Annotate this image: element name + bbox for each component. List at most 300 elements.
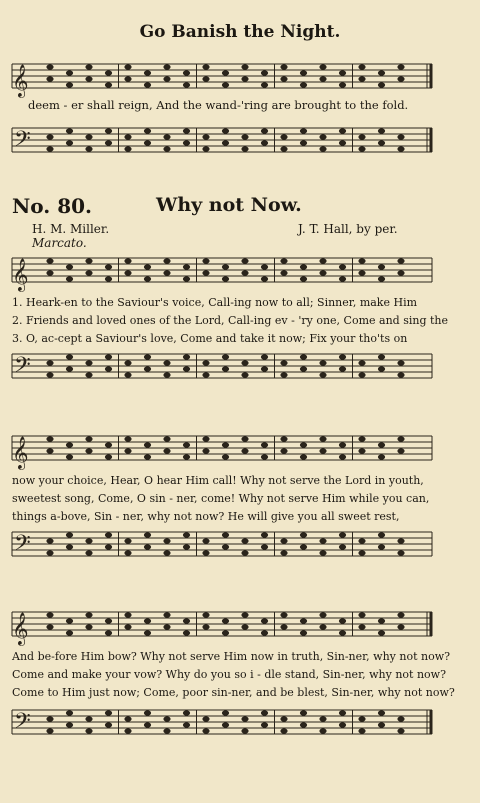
note-head — [261, 710, 268, 715]
note-head — [378, 82, 385, 87]
note-head — [319, 360, 326, 365]
note-head — [280, 64, 287, 69]
note-head — [319, 624, 326, 629]
note-head — [202, 612, 209, 617]
note-head — [339, 618, 346, 623]
note-head — [319, 134, 326, 139]
note-head — [300, 544, 307, 549]
note-head — [202, 372, 209, 377]
top-bass-staff — [0, 120, 480, 164]
top-lyric: deem - er shall reign, And the wand-'ring are brought to the fold. — [28, 98, 409, 112]
note-head — [144, 532, 151, 537]
svg-text:𝄞: 𝄞 — [12, 612, 29, 645]
note-head — [241, 550, 248, 555]
note-head — [378, 454, 385, 459]
note-head — [261, 128, 268, 133]
note-head — [280, 360, 287, 365]
note-head — [280, 612, 287, 617]
system2-lyric-verse2: sweetest song, Come, O sin - ner, come! Why not serve Him while you can, — [12, 492, 430, 505]
note-head — [358, 64, 365, 69]
note-head — [124, 550, 131, 555]
note-head — [202, 134, 209, 139]
svg-text:𝄞: 𝄞 — [12, 436, 29, 469]
note-head — [66, 70, 73, 75]
note-head — [241, 360, 248, 365]
note-head — [105, 630, 112, 635]
note-head — [300, 82, 307, 87]
note-head — [261, 618, 268, 623]
note-head — [105, 264, 112, 269]
note-head — [339, 276, 346, 281]
note-head — [222, 276, 229, 281]
note-head — [66, 128, 73, 133]
note-head — [46, 64, 53, 69]
note-head — [397, 612, 404, 617]
note-head — [222, 454, 229, 459]
note-head — [222, 532, 229, 537]
note-head — [222, 442, 229, 447]
note-head — [222, 544, 229, 549]
note-head — [358, 372, 365, 377]
note-head — [124, 76, 131, 81]
note-head — [46, 436, 53, 441]
note-head — [66, 366, 73, 371]
note-head — [105, 276, 112, 281]
note-head — [339, 710, 346, 715]
note-head — [124, 624, 131, 629]
note-head — [163, 360, 170, 365]
note-head — [183, 710, 190, 715]
note-head — [144, 82, 151, 87]
note-head — [183, 128, 190, 133]
note-head — [46, 270, 53, 275]
note-head — [183, 722, 190, 727]
note-head — [163, 372, 170, 377]
note-head — [358, 258, 365, 263]
note-head — [222, 366, 229, 371]
note-head — [397, 716, 404, 721]
note-head — [358, 146, 365, 151]
note-head — [319, 146, 326, 151]
note-head — [300, 264, 307, 269]
note-head — [66, 710, 73, 715]
note-head — [261, 532, 268, 537]
note-head — [300, 454, 307, 459]
note-head — [280, 538, 287, 543]
note-head — [222, 82, 229, 87]
note-head — [85, 728, 92, 733]
note-head — [397, 624, 404, 629]
note-head — [300, 532, 307, 537]
note-head — [339, 722, 346, 727]
note-head — [144, 722, 151, 727]
note-head — [183, 366, 190, 371]
note-head — [66, 140, 73, 145]
system2-treble-staff — [0, 428, 480, 472]
note-head — [124, 538, 131, 543]
note-head — [300, 722, 307, 727]
note-head — [183, 454, 190, 459]
note-head — [46, 76, 53, 81]
note-head — [222, 618, 229, 623]
note-head — [378, 140, 385, 145]
note-head — [144, 454, 151, 459]
note-head — [105, 128, 112, 133]
note-head — [241, 448, 248, 453]
system3-lyric-verse2: Come and make your vow? Why do you so i - dle stand, Sin-ner, why not now? — [12, 668, 446, 681]
note-head — [105, 618, 112, 623]
composer-credit: J. T. Hall, by per. — [298, 222, 398, 236]
note-head — [144, 710, 151, 715]
note-head — [397, 258, 404, 263]
note-head — [144, 544, 151, 549]
note-head — [280, 716, 287, 721]
note-head — [378, 276, 385, 281]
note-head — [66, 630, 73, 635]
note-head — [163, 448, 170, 453]
note-head — [85, 134, 92, 139]
note-head — [46, 550, 53, 555]
note-head — [378, 354, 385, 359]
note-head — [397, 76, 404, 81]
note-head — [183, 354, 190, 359]
note-head — [85, 550, 92, 555]
note-head — [358, 360, 365, 365]
note-head — [241, 134, 248, 139]
note-head — [144, 618, 151, 623]
note-head — [163, 146, 170, 151]
note-head — [241, 624, 248, 629]
note-head — [183, 630, 190, 635]
note-head — [66, 532, 73, 537]
note-head — [261, 354, 268, 359]
note-head — [241, 76, 248, 81]
note-head — [280, 270, 287, 275]
note-head — [163, 134, 170, 139]
note-head — [358, 550, 365, 555]
system3-treble-staff — [0, 604, 480, 648]
note-head — [319, 258, 326, 263]
note-head — [241, 64, 248, 69]
note-head — [66, 264, 73, 269]
note-head — [378, 366, 385, 371]
note-head — [183, 618, 190, 623]
note-head — [319, 64, 326, 69]
note-head — [319, 612, 326, 617]
note-head — [241, 270, 248, 275]
note-head — [163, 612, 170, 617]
note-head — [319, 270, 326, 275]
note-head — [202, 550, 209, 555]
note-head — [319, 716, 326, 721]
note-head — [183, 82, 190, 87]
note-head — [124, 64, 131, 69]
note-head — [319, 448, 326, 453]
note-head — [183, 442, 190, 447]
note-head — [85, 612, 92, 617]
note-head — [66, 544, 73, 549]
note-head — [66, 454, 73, 459]
note-head — [163, 538, 170, 543]
note-head — [105, 532, 112, 537]
note-head — [144, 366, 151, 371]
svg-text:𝄢: 𝄢 — [14, 531, 31, 561]
note-head — [397, 448, 404, 453]
note-head — [319, 372, 326, 377]
note-head — [144, 276, 151, 281]
note-head — [378, 710, 385, 715]
lyricist-credit: H. M. Miller. — [32, 222, 110, 236]
note-head — [241, 612, 248, 617]
note-head — [261, 366, 268, 371]
note-head — [183, 532, 190, 537]
note-head — [300, 442, 307, 447]
note-head — [358, 270, 365, 275]
note-head — [163, 436, 170, 441]
note-head — [339, 82, 346, 87]
note-head — [183, 264, 190, 269]
note-head — [397, 728, 404, 733]
note-head — [222, 140, 229, 145]
system1-bass-staff — [0, 346, 480, 390]
note-head — [163, 716, 170, 721]
note-head — [222, 70, 229, 75]
note-head — [397, 550, 404, 555]
note-head — [85, 716, 92, 721]
note-head — [241, 436, 248, 441]
note-head — [397, 64, 404, 69]
note-head — [85, 538, 92, 543]
system1-treble-staff — [0, 250, 480, 294]
note-head — [202, 538, 209, 543]
note-head — [163, 270, 170, 275]
note-head — [144, 354, 151, 359]
note-head — [261, 82, 268, 87]
note-head — [300, 276, 307, 281]
note-head — [397, 360, 404, 365]
note-head — [300, 354, 307, 359]
note-head — [163, 728, 170, 733]
note-head — [319, 550, 326, 555]
note-head — [339, 354, 346, 359]
note-head — [202, 146, 209, 151]
note-head — [241, 258, 248, 263]
note-head — [280, 372, 287, 377]
note-head — [85, 270, 92, 275]
note-head — [85, 64, 92, 69]
note-head — [105, 442, 112, 447]
note-head — [358, 134, 365, 139]
note-head — [66, 618, 73, 623]
note-head — [222, 354, 229, 359]
note-head — [85, 360, 92, 365]
note-head — [378, 532, 385, 537]
note-head — [85, 76, 92, 81]
svg-text:𝄢: 𝄢 — [14, 127, 31, 157]
note-head — [261, 442, 268, 447]
note-head — [300, 710, 307, 715]
note-head — [339, 630, 346, 635]
note-head — [222, 630, 229, 635]
note-head — [124, 134, 131, 139]
hymn-number: No. 80. — [12, 194, 92, 218]
note-head — [202, 728, 209, 733]
note-head — [397, 538, 404, 543]
note-head — [300, 128, 307, 133]
note-head — [202, 64, 209, 69]
note-head — [378, 70, 385, 75]
note-head — [105, 722, 112, 727]
note-head — [124, 716, 131, 721]
note-head — [339, 544, 346, 549]
note-head — [105, 82, 112, 87]
system2-bass-staff — [0, 524, 480, 568]
top-hymn-title: Go Banish the Night. — [139, 22, 341, 42]
note-head — [222, 710, 229, 715]
note-head — [397, 146, 404, 151]
note-head — [124, 612, 131, 617]
system2-lyric-verse1: now your choice, Hear, O hear Him call! Why not serve the Lord in youth, — [12, 474, 424, 487]
note-head — [163, 64, 170, 69]
note-head — [46, 728, 53, 733]
note-head — [261, 722, 268, 727]
note-head — [46, 624, 53, 629]
note-head — [358, 716, 365, 721]
note-head — [163, 76, 170, 81]
note-head — [339, 366, 346, 371]
note-head — [183, 70, 190, 75]
note-head — [339, 454, 346, 459]
note-head — [241, 538, 248, 543]
system1-lyric-verse2: 2. Friends and loved ones of the Lord, Call-ing ev - 'ry one, Come and sing the — [12, 314, 449, 327]
note-head — [85, 372, 92, 377]
note-head — [397, 372, 404, 377]
note-head — [105, 140, 112, 145]
note-head — [46, 612, 53, 617]
note-head — [261, 264, 268, 269]
note-head — [397, 270, 404, 275]
note-head — [66, 722, 73, 727]
note-head — [46, 146, 53, 151]
note-head — [163, 624, 170, 629]
note-head — [105, 710, 112, 715]
note-head — [105, 454, 112, 459]
note-head — [339, 442, 346, 447]
note-head — [202, 448, 209, 453]
note-head — [144, 140, 151, 145]
system3-lyric-verse3: Come to Him just now; Come, poor sin-ner, and be blest, Sin-ner, why not now? — [12, 686, 455, 699]
note-head — [300, 140, 307, 145]
note-head — [280, 550, 287, 555]
note-head — [358, 612, 365, 617]
note-head — [319, 728, 326, 733]
note-head — [339, 140, 346, 145]
note-head — [358, 436, 365, 441]
hymn-title: Why not Now. — [156, 194, 302, 216]
system1-lyric-verse1: 1. Heark-en to the Saviour's voice, Call-ing now to all; Sinner, make Him — [12, 296, 418, 309]
note-head — [124, 258, 131, 263]
note-head — [202, 258, 209, 263]
note-head — [66, 442, 73, 447]
note-head — [46, 360, 53, 365]
note-head — [105, 366, 112, 371]
note-head — [46, 134, 53, 139]
note-head — [241, 728, 248, 733]
note-head — [300, 366, 307, 371]
note-head — [241, 146, 248, 151]
note-head — [280, 146, 287, 151]
note-head — [85, 624, 92, 629]
note-head — [66, 354, 73, 359]
note-head — [397, 134, 404, 139]
note-head — [105, 354, 112, 359]
note-head — [378, 618, 385, 623]
note-head — [358, 76, 365, 81]
note-head — [183, 276, 190, 281]
note-head — [66, 82, 73, 87]
note-head — [202, 624, 209, 629]
top-treble-staff — [0, 56, 480, 100]
note-head — [358, 624, 365, 629]
system2-lyric-verse3: things a-bove, Sin - ner, why not now? He will give you all sweet rest, — [12, 510, 400, 523]
note-head — [124, 360, 131, 365]
svg-text:𝄞: 𝄞 — [12, 258, 29, 291]
note-head — [378, 128, 385, 133]
note-head — [144, 70, 151, 75]
note-head — [280, 728, 287, 733]
note-head — [124, 270, 131, 275]
system3-bass-staff — [0, 702, 480, 746]
note-head — [300, 630, 307, 635]
note-head — [378, 264, 385, 269]
note-head — [280, 258, 287, 263]
note-head — [378, 544, 385, 549]
note-head — [358, 448, 365, 453]
note-head — [124, 448, 131, 453]
tempo-marking: Marcato. — [32, 236, 87, 250]
note-head — [46, 716, 53, 721]
note-head — [261, 454, 268, 459]
note-head — [124, 146, 131, 151]
note-head — [261, 544, 268, 549]
note-head — [339, 128, 346, 133]
note-head — [85, 258, 92, 263]
svg-text:𝄢: 𝄢 — [14, 709, 31, 739]
note-head — [46, 372, 53, 377]
note-head — [300, 70, 307, 75]
note-head — [202, 436, 209, 441]
svg-text:𝄞: 𝄞 — [12, 64, 29, 97]
note-head — [202, 270, 209, 275]
note-head — [46, 538, 53, 543]
note-head — [280, 134, 287, 139]
svg-text:𝄢: 𝄢 — [14, 353, 31, 383]
note-head — [124, 436, 131, 441]
note-head — [66, 276, 73, 281]
system3-lyric-verse1: And be-fore Him bow? Why not serve Him now in truth, Sin-ner, why not now? — [12, 650, 451, 663]
system1-lyric-verse3: 3. O, ac-cept a Saviour's love, Come and take it now; Fix your tho'ts on — [12, 332, 408, 345]
note-head — [241, 716, 248, 721]
note-head — [46, 258, 53, 263]
note-head — [163, 550, 170, 555]
note-head — [339, 264, 346, 269]
note-head — [319, 76, 326, 81]
note-head — [241, 372, 248, 377]
note-head — [397, 436, 404, 441]
note-head — [378, 722, 385, 727]
note-head — [280, 448, 287, 453]
note-head — [261, 276, 268, 281]
